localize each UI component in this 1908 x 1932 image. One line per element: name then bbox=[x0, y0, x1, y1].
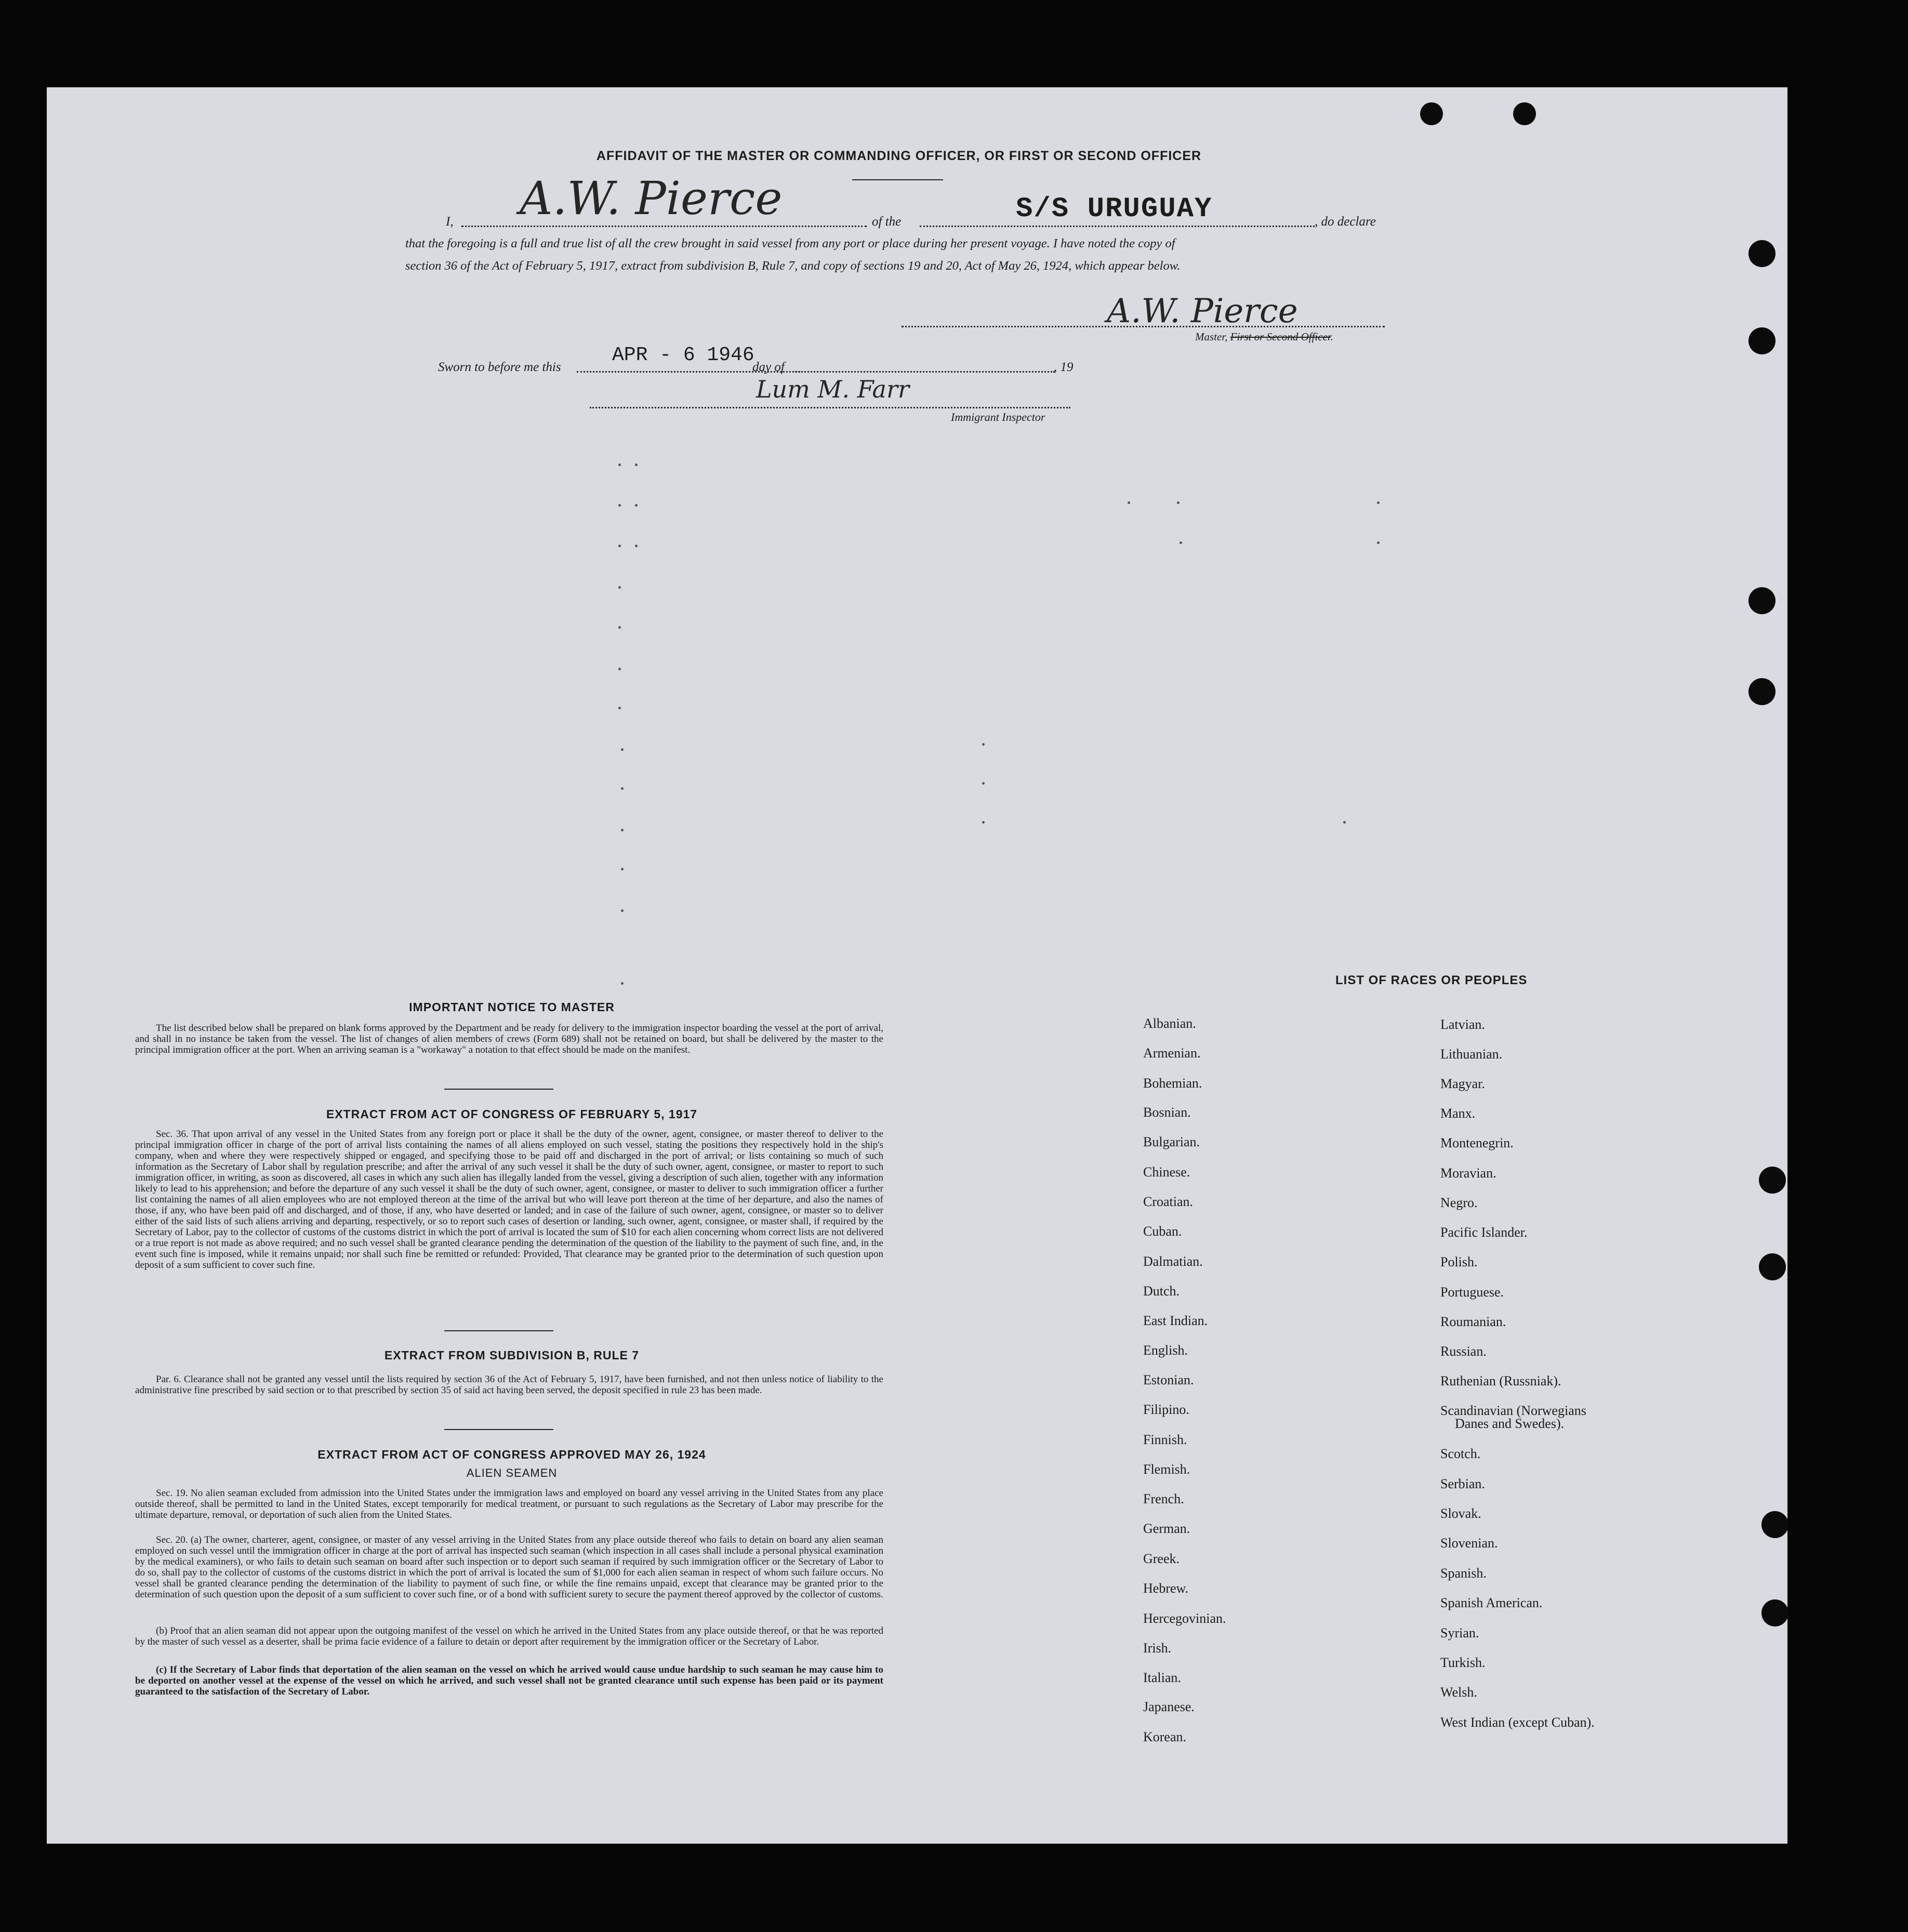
extract-1924-heading: EXTRACT FROM ACT OF CONGRESS APPROVED MAY 26, 1924 bbox=[317, 1448, 706, 1461]
divider bbox=[444, 1089, 553, 1090]
struck-officer-label: First or Second Officer bbox=[1230, 330, 1331, 343]
race-item: Finnish. bbox=[1143, 1432, 1187, 1447]
form-dot bbox=[982, 821, 985, 824]
punch-hole bbox=[1513, 102, 1536, 125]
races-heading: LIST OF RACES OR PEOPLES bbox=[1335, 973, 1528, 987]
race-item: English. bbox=[1143, 1343, 1188, 1358]
form-dot bbox=[618, 707, 621, 709]
form-dot bbox=[621, 787, 624, 790]
affidavit-line-3: section 36 of the Act of February 5, 1917, extract from subdivision B, Rule 7, and copy of sections 19 and 20, Act of May 26, 1924, which appear below. bbox=[405, 259, 1181, 273]
race-item: Montenegrin. bbox=[1440, 1135, 1514, 1150]
race-item: Turkish. bbox=[1440, 1655, 1486, 1670]
punch-hole bbox=[1748, 587, 1776, 614]
punch-hole bbox=[1761, 1599, 1788, 1626]
punch-hole bbox=[1748, 678, 1776, 705]
race-item: Cuban. bbox=[1143, 1224, 1182, 1239]
race-item: Armenian. bbox=[1143, 1046, 1201, 1061]
race-item: Scotch. bbox=[1440, 1446, 1481, 1461]
race-item: Slovenian. bbox=[1440, 1536, 1498, 1551]
race-item: Moravian. bbox=[1440, 1166, 1496, 1181]
divider bbox=[444, 1429, 553, 1430]
date-stamp: APR - 6 1946 bbox=[612, 344, 754, 366]
master-label-text: Master, bbox=[1195, 330, 1228, 343]
year-label: , 19 bbox=[1054, 360, 1074, 374]
race-item: Filipino. bbox=[1143, 1402, 1189, 1417]
inspector-label: Immigrant Inspector bbox=[951, 411, 1045, 424]
extract-1924-sec20c: (c) If the Secretary of Labor finds that deportation of the alien seaman on the vessel on which he arrived would cause undue hardship to such seaman he may cause him to be deported on another vessel at the expense of the vessel on which he arrived, and such vessel shall not be granted clearance until such expense has been paid or its payment guaranteed to the satisfaction of the Secretary of Labor. bbox=[135, 1664, 883, 1697]
notice-body: The list described below shall be prepared on blank forms approved by the Department and be ready for delivery to the immigration inspector boarding the vessel at the port of arrival, and shall in no instance be taken from the vessel. The list of changes of alien members of crews (Form 689) shall not be retained on board, but shall be delivered by the master to the principal immigration officer at the port. When an arriving seaman is a "workaway" a notation to that effect should be made on the manifest. bbox=[135, 1023, 883, 1055]
race-item: Slovak. bbox=[1440, 1506, 1481, 1521]
form-dot bbox=[618, 586, 621, 589]
race-item: Hercegovinian. bbox=[1143, 1611, 1226, 1626]
form-dot bbox=[621, 909, 624, 912]
extract-1924-sec19: Sec. 19. No alien seaman excluded from admission into the United States under the immigration laws and employed on board any vessel arriving in the United States from any place outside thereof, shall be permitted to land in the United States, except temporarily for medical treatment, or pursuant to such regulations as the Secretary of Labor may prescribe for the ultimate departure, removal, or deportation of such alien from the United States. bbox=[135, 1488, 883, 1520]
race-item: French. bbox=[1143, 1491, 1184, 1506]
divider bbox=[852, 179, 943, 180]
race-item: Dutch. bbox=[1143, 1283, 1180, 1299]
form-dot bbox=[982, 743, 985, 746]
race-item: Japanese. bbox=[1143, 1699, 1195, 1714]
extract-1917-body: Sec. 36. That upon arrival of any vessel in the United States from any foreign port or place it shall be the duty of the owner, agent, consignee, or master thereof to deliver to the principal immigration officer in charge of the port of arrival lists containing the names of all aliens employed on such vessel, stating the positions they respectively hold in the ship's company, when and where they were respectively shipped or engaged, and specifying those to be paid off and discharged in the port of arrival; or lists containing so much of such information as the Secretary of Labor shall by regulation prescribe; and after the arrival of any such vessel it shall be the duty of such owner, agent, consignee, or master to report to such immigration officer, in writing, as soon as discovered, all cases in which any such alien has illegally landed from the vessel, giving a description of such alien, together with any information likely to lead to his apprehension; and before the departure of any such vessel it shall be the duty of such owner, agent, consignee, or master to deliver to such immigration officer a further list containing the names of all alien employees who are not employed thereon at the time of the arrival but who will leave port thereon at the time of her departure, and also the names of those, if any, who have been paid off and discharged, and of those, if any, who have deserted or landed; and in case of the failure of such owner, agent, consignee, or master so to deliver either of the said lists of such aliens arriving and departing, respectively, or so to report such cases of desertion or landing, such owner, agent, consignee, or master shall, if required by the Secretary of Labor, pay to the collector of customs of the customs district in which the port of arrival is located the sum of $10 for each alien concerning whom correct lists are not delivered or a true report is not made as above required; and no such vessel shall be granted clearance pending the determination of the question of the liability to the payment of such fine, and, in the event such fine is imposed, while it remains unpaid; nor shall such fine be remitted or refunded: Provided, That clearance may be granted prior to the determination of such question upon deposit of a sum sufficient to cover such fine. bbox=[135, 1129, 883, 1271]
form-dot bbox=[618, 504, 621, 507]
race-item: Latvian. bbox=[1440, 1017, 1485, 1032]
race-item: Manx. bbox=[1440, 1106, 1476, 1121]
i-label: I, bbox=[446, 215, 454, 229]
race-item: Italian. bbox=[1143, 1670, 1181, 1685]
race-item: Estonian. bbox=[1143, 1372, 1194, 1387]
race-item: Spanish. bbox=[1440, 1566, 1487, 1581]
form-dot bbox=[621, 982, 624, 985]
form-dot bbox=[635, 464, 638, 466]
race-item: Russian. bbox=[1440, 1344, 1487, 1359]
punch-hole bbox=[1420, 102, 1443, 125]
form-dot bbox=[982, 782, 985, 785]
form-dot bbox=[621, 748, 624, 751]
race-item: Chinese. bbox=[1143, 1165, 1190, 1180]
race-item: Ruthenian (Russniak). bbox=[1440, 1373, 1561, 1388]
master-label bbox=[1195, 330, 1333, 343]
form-dot bbox=[635, 504, 638, 507]
race-item: Danes and Swedes). bbox=[1455, 1416, 1565, 1431]
race-item: Albanian. bbox=[1143, 1016, 1196, 1031]
extract-rule7-body: Par. 6. Clearance shall not be granted any vessel until the lists required by section 36 of the Act of February 5, 1917, have been furnished, and not then unless notice of liability to the administrative fine prescribed by said section or to that prescribed by section 35 of said act having been served, the deposit specified in rule 23 has been made. bbox=[135, 1374, 883, 1396]
race-item: Roumanian. bbox=[1440, 1314, 1506, 1329]
race-item: Welsh. bbox=[1440, 1685, 1477, 1700]
race-item: Croatian. bbox=[1143, 1194, 1194, 1209]
race-item: East Indian. bbox=[1143, 1313, 1208, 1328]
do-declare-label: , do declare bbox=[1315, 215, 1376, 229]
divider bbox=[444, 1330, 553, 1331]
master-label-period: . bbox=[1330, 330, 1333, 343]
form-dot bbox=[618, 545, 621, 547]
punch-hole bbox=[1759, 1167, 1786, 1194]
sworn-label: Sworn to before me this bbox=[438, 360, 561, 374]
extract-1924-subheading: ALIEN SEAMEN bbox=[466, 1466, 558, 1479]
race-item: Flemish. bbox=[1143, 1462, 1190, 1477]
form-dot bbox=[621, 829, 624, 831]
race-item: Serbian. bbox=[1440, 1476, 1485, 1491]
form-dot bbox=[1343, 821, 1346, 824]
form-dot bbox=[1180, 541, 1182, 544]
affidavit-line-2: that the foregoing is a full and true list of all the crew brought in said vessel from any port or place during her present voyage. I have noted the copy of bbox=[405, 236, 1175, 250]
inspector-signature: Lum M. Farr bbox=[756, 375, 909, 403]
form-dot bbox=[618, 668, 621, 670]
race-item: Hebrew. bbox=[1143, 1581, 1189, 1596]
race-item: Syrian. bbox=[1440, 1625, 1479, 1640]
extract-rule7-heading: EXTRACT FROM SUBDIVISION B, RULE 7 bbox=[384, 1348, 640, 1362]
form-dot bbox=[1177, 501, 1180, 504]
punch-hole bbox=[1748, 240, 1776, 267]
race-item: Pacific Islander. bbox=[1440, 1225, 1528, 1240]
race-item: Korean. bbox=[1143, 1729, 1187, 1744]
punch-hole bbox=[1748, 327, 1776, 354]
race-item: Magyar. bbox=[1440, 1076, 1485, 1091]
race-item: German. bbox=[1143, 1521, 1190, 1536]
race-item: Negro. bbox=[1440, 1195, 1478, 1210]
extract-1924-sec20a: Sec. 20. (a) The owner, charterer, agent, consignee, or master of any vessel arriving in the United States from any place outside thereof who fails to detain on board any alien seaman employed on such vessel until the immigration officer in charge at the port of arrival has inspected such seaman (which inspection in all cases shall include a personal physical examination by the medical examiners), or who fails to detain such seaman on board after such inspection or to deport such seaman if required by such immigration officer or the Secretary of Labor to do so, shall pay to the collector of customs of the customs district in which the port of arrival is located the sum of $1,000 for each alien seaman in respect of whom such failure occurs. No vessel shall be granted clearance pending the determination of the liability to payment of such fine, or while the fine remains unpaid, except that clearance may be granted prior to the determination of such question upon the deposit of a sum sufficient to cover such fine, or of a bond with sufficient surety to secure the payment thereof approved by the collector of customs. bbox=[135, 1534, 883, 1600]
extract-1917-heading: EXTRACT FROM ACT OF CONGRESS OF FEBRUARY 5, 1917 bbox=[326, 1107, 698, 1121]
race-item: Dalmatian. bbox=[1143, 1254, 1203, 1269]
day-of-label: day of bbox=[752, 360, 785, 374]
race-item: Irish. bbox=[1143, 1640, 1172, 1656]
inspector-line bbox=[590, 407, 1070, 408]
affidavit-heading: AFFIDAVIT OF THE MASTER OR COMMANDING OFFICER, OR FIRST OR SECOND OFFICER bbox=[596, 149, 1202, 163]
form-dot bbox=[618, 626, 621, 629]
race-item: Bulgarian. bbox=[1143, 1134, 1200, 1149]
form-dot bbox=[621, 868, 624, 870]
punch-hole bbox=[1761, 1511, 1788, 1538]
month-line bbox=[792, 371, 1055, 373]
race-item: Greek. bbox=[1143, 1551, 1180, 1566]
race-item: Scandinavian (Norwegians bbox=[1440, 1403, 1586, 1418]
notice-heading: IMPORTANT NOTICE TO MASTER bbox=[409, 1000, 615, 1014]
race-item: West Indian (except Cuban). bbox=[1440, 1715, 1595, 1730]
form-dot bbox=[1377, 501, 1380, 504]
race-item: Portuguese. bbox=[1440, 1285, 1504, 1300]
race-item: Bohemian. bbox=[1143, 1076, 1202, 1091]
race-item: Polish. bbox=[1440, 1254, 1478, 1269]
form-dot bbox=[635, 545, 638, 547]
race-item: Lithuanian. bbox=[1440, 1047, 1503, 1062]
race-item: Spanish American. bbox=[1440, 1595, 1543, 1610]
punch-hole bbox=[1759, 1253, 1786, 1280]
master-signature: A.W. Pierce bbox=[520, 171, 783, 225]
form-dot bbox=[618, 464, 621, 466]
master-signature-2: A.W. Pierce bbox=[1107, 292, 1298, 330]
of-the-label: of the bbox=[872, 215, 902, 229]
race-item: Bosnian. bbox=[1143, 1105, 1191, 1120]
vessel-line bbox=[920, 226, 1315, 227]
vessel-stamp: S/S URUGUAY bbox=[1016, 193, 1213, 225]
master-name-line bbox=[461, 226, 867, 227]
form-dot bbox=[1377, 541, 1380, 544]
extract-1924-sec20b: (b) Proof that an alien seaman did not appear upon the outgoing manifest of the vessel on which he arrived in the United States from any place outside thereof, or that he was reported by the master of such vessel as a deserter, shall be prima facie evidence of a failure to detain or deport after requirement by the immigration officer or the Secretary of Labor. bbox=[135, 1625, 883, 1647]
form-dot bbox=[1128, 501, 1130, 504]
